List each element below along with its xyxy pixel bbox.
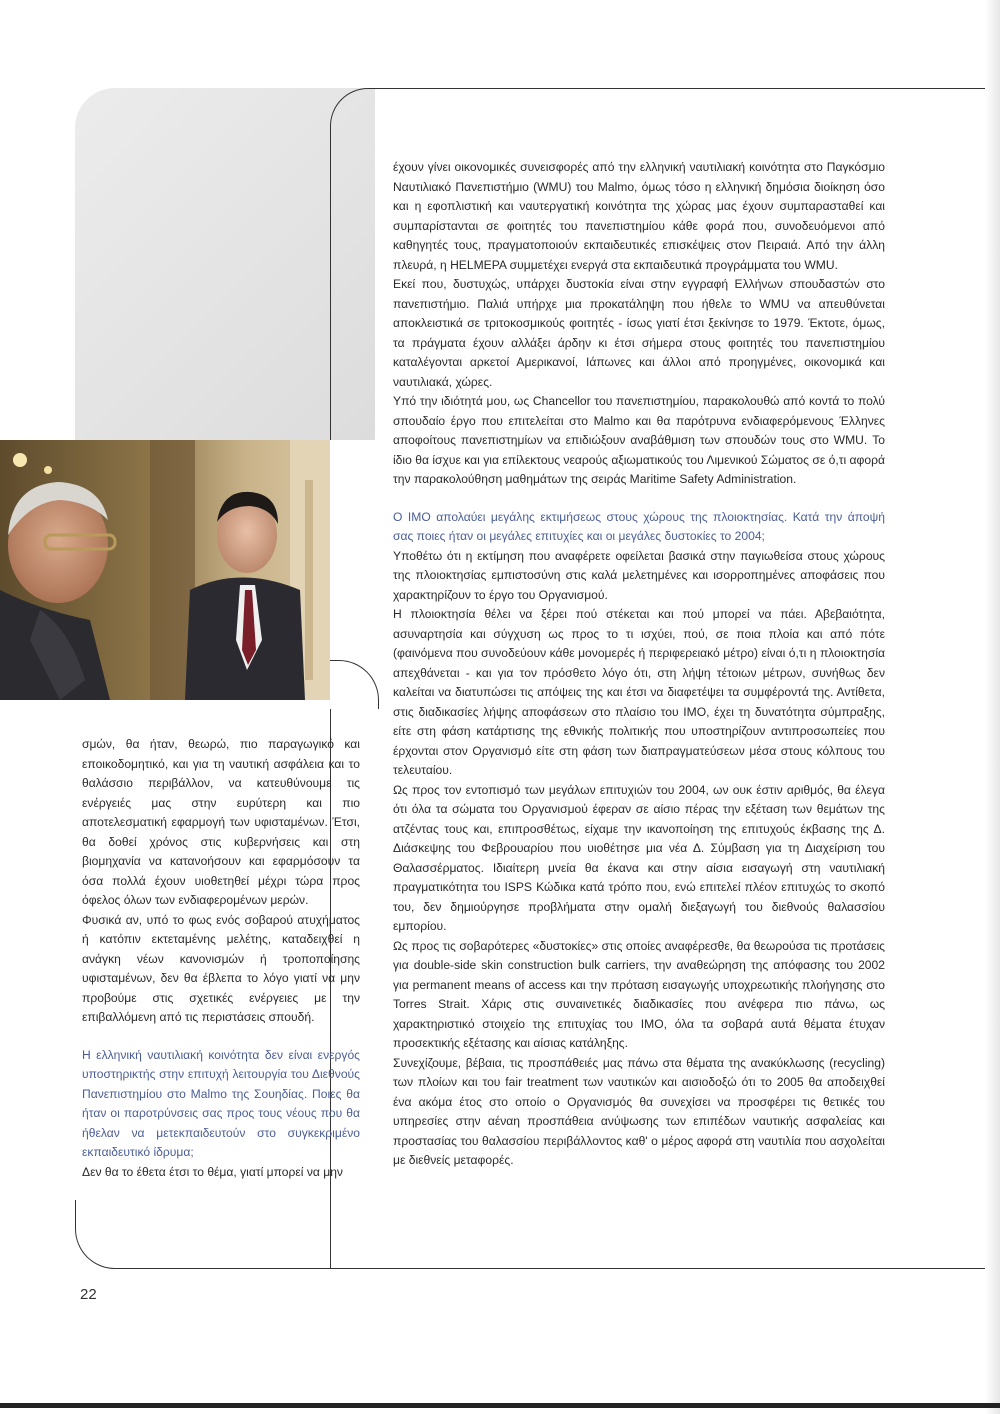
right-text-column bbox=[393, 158, 885, 1171]
bottom-rule bbox=[0, 1403, 1000, 1408]
right-paragraph-7: Ως προς τις σοβαρότερες «δυστοκίες» στις οποίες αναφέρεσθε, θα θεωρούσα τις προτάσεις για double-side skin construction bulk carriers, την αναθεώρηση της απόφασης του 2002 για permanent means of access και την πρόταση εισαγωγής υποχρεωτικής πλοήγησης στο Torres Strait. Χάρις στις συναινετικές διαδικασίες που ανέφερα πιο πάνω, ως χαρακτηριστικό στοιχείο της επιτυχίας του ΙΜΟ, όλα τα σοβαρά αυτά θέματα έτυχαν προσεκτικής εξέτασης και αίσιας κατάληξης. bbox=[393, 938, 885, 1050]
left-paragraph-1: σμών, θα ήταν, θεωρώ, πιο παραγωγικό και εποικοδομητικό, και για τη ναυτική ασφάλεια και το θαλάσσιο περιβάλλον, να κατευθύνουμε τις ενέργειές μας στην ευρύτερη και πιο αποτελεσματική εφαρμογή των υφισταμένων. Έτσι, θα δοθεί χρόνος στις κυβερνήσεις και στη βιομηχανία να κατανοήσουν και εφαρμόσουν τα όσα πολλά έχουν υιοθετηθεί μέχρι τώρα προς όφελος όλων των ενδιαφερομένων μερών. bbox=[82, 737, 360, 907]
interview-question-imo: Ο ΙΜΟ απολαύει μεγάλης εκτιμήσεως στους χώρους της πλοιοκτησίας. Κατά την άποψή σας ποιες ήταν οι μεγάλες επιτυχίες και οι μεγάλες δυστοκίες το 2004; bbox=[393, 509, 885, 543]
content-frame-bottom bbox=[75, 1200, 1000, 1269]
page-number: 22 bbox=[80, 1286, 97, 1303]
photo-two-men-greeting bbox=[0, 440, 330, 700]
right-paragraph-3: Υπό την ιδιότητά μου, ως Chancellor του πανεπιστημίου, παρακολουθώ από κοντά το πολύ σπουδαίο έργο που επιτελείται στο Malmo και θα παρότρυνα ενδιαφερόμενους Έλληνες αποφοίτους πανεπιστημίων να επιδιώξουν αναβάθμιση των σπουδών τους στο WMU. Το ίδιο θα ίσχυε και για επίλεκτους νεαρούς αξιωματικούς του Λιμενικού Σώματος σε ό,τι αφορά την παρακολούθηση μαθημάτων της σειράς Maritime Safety Administration. bbox=[393, 394, 885, 486]
right-paragraph-8: Συνεχίζουμε, βέβαια, τις προσπάθειές μας πάνω στα θέματα της ανακύκλωσης (recycling) των πλοίων και του fair treatment των ναυτικών και αισιοδοξώ ότι το 2005 θα αποδειχθεί ένα ακόμα έτος στο οποίο ο Οργανισμός θα συνεχίσει να προσφέρει τις θετικές του υπηρεσίες στην αέναη προσπάθεια ανύψωσης των επιπέδων ναυτικής ασφαλείας και προστασίας του θαλασσίου περιβάλλοντος καθ' ο μέρος αφορά στη ναυτιλία που ασχολείται με διεθνείς μεταφορές. bbox=[393, 1055, 885, 1167]
right-paragraph-5: Η πλοιοκτησία θέλει να ξέρει πού στέκεται και πού μπορεί να πάει. Αβεβαιότητα, ασυναρτησία και σύγχυση ως προς το τι ισχύει, πού, σε ποια πλοία και από πότε (φαινόμενα που συνοδεύουν κάθε μονομερές ή περιφερειακό μέτρο) είναι ό,τι η πλοιοκτησία απεχθάνεται - και για τον πρόσθετο λόγο ότι, στη λήψη τέτοιων μέτρων, συνήθως δεν καλείται να διατυπώσει τις απόψεις της και έτσι να διαφετέψει τα συμφέροντά της. Αντίθετα, στις διαδικασίες λήψης αποφάσεων στο πλαίσιο του ΙΜΟ, έχει τη δυνατότητα σύμπραξης, είτε στη φάση κατάρτισης της εθνικής πολιτικής που υποστηρίζουν αντιπροσωπείες που έρχονται στον Οργανισμό είτε στη φάση των διαπραγματεύσεων μέσα στους κόλπους του τελευταίου. bbox=[393, 607, 885, 777]
right-paragraph-1: έχουν γίνει οικονομικές συνεισφορές από την ελληνική ναυτιλιακή κοινότητα στο Παγκόσμιο Ναυτιλιακό Πανεπιστήμιο (WMU) του Malmo, όμως τόσο η ελληνική δημόσια διοίκηση όσο και η εφοπλιστική και ναυτεργατική κοινότητα της χώρας μας έχουν συμπαρασταθεί και συμπαρίστανται σε φοιτητές του πανεπιστημίου κάθε φορά που, συνοδευόμενοι από καθηγητές τους, πραγματοποιούν εκπαιδευτικές επισκέψεις στον Πειραιά. Από την άλλη πλευρά, η HELMEPA συμμετέχει ενεργά στα εκπαιδευτικά προγράμματα του WMU. bbox=[393, 160, 885, 272]
left-text-column bbox=[82, 735, 360, 1182]
right-paragraph-4: Υποθέτω ότι η εκτίμηση που αναφέρετε οφείλεται βασικά στην παγιωθείσα στους χώρους της πλοιοκτησίας εμπιστοσύνη στις καλά μελετημένες και ισορροπημένες αποφάσεις που χαρακτηρίζουν το έργο του Οργανισμού. bbox=[393, 548, 885, 602]
interview-question-wmu: Η ελληνική ναυτιλιακή κοινότητα δεν είναι ενεργός υποστηρικτής στην επιτυχή λειτουργία του Διεθνούς Πανεπιστημίου στο Malmo της Σουηδίας. Ποιες θα ήταν οι παροτρύνσεις σας προς τους νέους που θα ήθελαν να μετεκπαιδευτούν στο συγκεκριμένο εκπαιδευτικό ίδρυμα; bbox=[82, 1047, 360, 1159]
right-paragraph-2: Εκεί που, δυστυχώς, υπάρχει δυστοκία είναι στην εγγραφή Ελλήνων σπουδαστών στο πανεπιστήμιο. Παλιά υπήρχε μια προκατάληψη που ήθελε το WMU να απευθύνεται αποκλειστικά σε τριτοκοσμικούς φοιτητές - ίσως γιατί έτσι ξεκίνησε το 1979. Έκτοτε, όμως, τα πράγματα έχουν αλλάξει άρδην κι έτσι σήμερα στους φοιτητές του πανεπιστημίου καταλέγονται αρκετοί Αμερικανοί, Ιάπωνες και άλλοι από προηγμένες, οικονομικά και ναυτιλιακά, χώρες. bbox=[393, 277, 885, 389]
page-edge-shadow bbox=[985, 0, 1000, 1414]
left-paragraph-2: Φυσικά αν, υπό το φως ενός σοβαρού ατυχήματος ή κατόπιν εκτεταμένης μελέτης, καταδειχθεί η ανάγκη νέων κανονισμών ή τροποποίησης υφισταμένων, δεν θα έβλεπα το λόγο γιατί να μην προβούμε στις σχετικές ενέργειες με την επιβαλλόμενη από τις περιστάσεις σπουδή. bbox=[82, 912, 360, 1024]
right-paragraph-6: Ως προς τον εντοπισμό των μεγάλων επιτυχιών του 2004, ων ουκ έστιν αριθμός, θα έλεγα ότι όλα τα σώματα του Οργανισμού έφεραν σε αίσιο πέρας την εξέταση των θεμάτων της ατζέντας τους και, επιπροσθέτως, είχαμε την ικανοποίηση της επιτυχούς έκβασης της Δ. Διάσκεψης του Φεβρουαρίου που υιοθέτησε μια νέα Δ. Σύμβαση για τη Διαχείριση του Θαλασσέρματος. Ιδιαίτερη μνεία θα έκανα και στην αίσια εισαγωγή στη ναυτιλιακή πραγματικότητα του ISPS Κώδικα κατά τρόπο που, ενώ επιτελεί πλέον επιτυχώς το σκοπό του, δεν δημιούργησε προβλήματα στην ομαλή διεξαγωγή του διεθνούς θαλασσίου εμπορίου. bbox=[393, 782, 885, 933]
left-paragraph-3: Δεν θα το έθετα έτσι το θέμα, γιατί μπορεί να μην bbox=[82, 1164, 343, 1179]
